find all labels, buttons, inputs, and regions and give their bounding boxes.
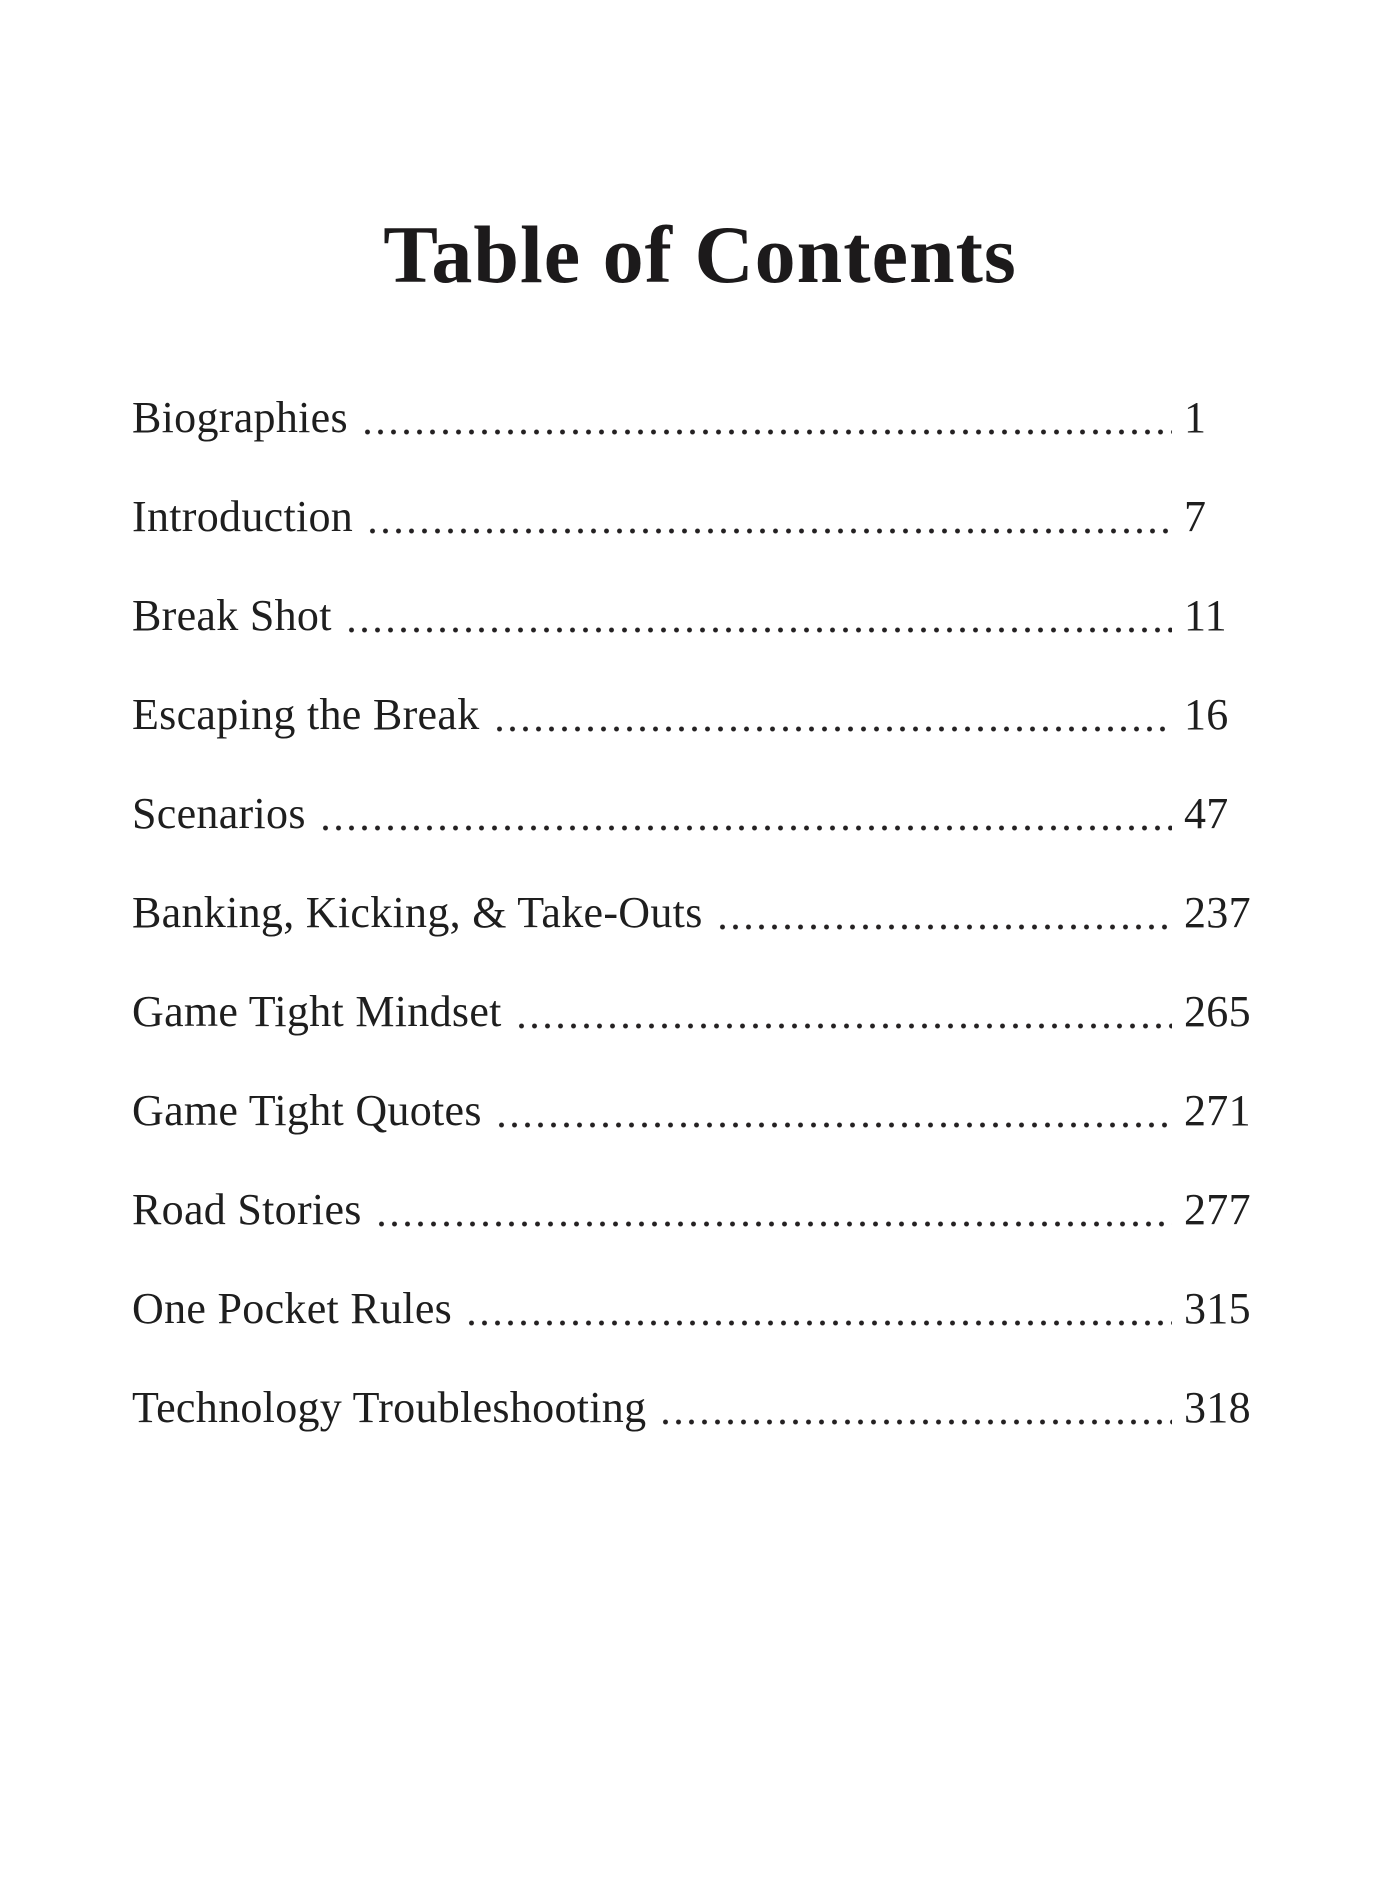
toc-entry-page-number: 7 bbox=[1184, 492, 1207, 541]
toc-entry bbox=[132, 1358, 1251, 1457]
toc-entry bbox=[132, 1259, 1251, 1358]
toc-list bbox=[132, 368, 1251, 1457]
toc-entry-label: Banking, Kicking, & Take-Outs bbox=[132, 888, 703, 937]
dot-leader bbox=[659, 1358, 1172, 1457]
dot-leader bbox=[366, 467, 1172, 566]
page-title: Table of Contents bbox=[383, 209, 1017, 300]
toc-entry bbox=[132, 566, 1227, 665]
toc-document-page bbox=[0, 208, 1400, 1892]
dot-leader bbox=[361, 368, 1172, 467]
toc-entry-page-number: 318 bbox=[1184, 1383, 1251, 1432]
toc-entry-page-number: 16 bbox=[1184, 690, 1229, 739]
toc-entry-label: Road Stories bbox=[132, 1185, 362, 1234]
toc-entry-page-number: 237 bbox=[1184, 888, 1251, 937]
toc-entry-label: One Pocket Rules bbox=[132, 1284, 453, 1333]
dot-leader bbox=[345, 566, 1172, 665]
toc-entry-label: Game Tight Mindset bbox=[132, 987, 502, 1036]
toc-entry-label: Biographies bbox=[132, 393, 348, 442]
toc-entry bbox=[132, 962, 1251, 1061]
toc-entry bbox=[132, 1160, 1251, 1259]
dot-leader bbox=[495, 1061, 1172, 1160]
toc-entry bbox=[132, 665, 1229, 764]
dot-leader bbox=[515, 962, 1172, 1061]
dot-leader bbox=[493, 665, 1173, 764]
toc-entry-page-number: 11 bbox=[1184, 591, 1227, 640]
toc-entry-page-number: 1 bbox=[1184, 393, 1207, 442]
toc-entry bbox=[132, 467, 1207, 566]
toc-entry-page-number: 47 bbox=[1184, 789, 1229, 838]
toc-entry bbox=[132, 764, 1229, 863]
toc-entry-label: Game Tight Quotes bbox=[132, 1086, 482, 1135]
toc-entry-label: Escaping the Break bbox=[132, 690, 480, 739]
toc-entry-page-number: 265 bbox=[1184, 987, 1251, 1036]
dot-leader bbox=[375, 1160, 1172, 1259]
toc-entry bbox=[132, 368, 1207, 467]
toc-entry-label: Introduction bbox=[132, 492, 354, 541]
toc-entry bbox=[132, 1061, 1251, 1160]
toc-entry bbox=[132, 863, 1251, 962]
dot-leader bbox=[319, 764, 1172, 863]
toc-entry-page-number: 277 bbox=[1184, 1185, 1251, 1234]
dot-leader bbox=[465, 1259, 1172, 1358]
toc-entry-label: Technology Troubleshooting bbox=[132, 1383, 647, 1432]
toc-entry-label: Scenarios bbox=[132, 789, 306, 838]
dot-leader bbox=[716, 863, 1172, 962]
toc-entry-page-number: 315 bbox=[1184, 1284, 1251, 1333]
toc-entry-page-number: 271 bbox=[1184, 1086, 1251, 1135]
toc-entry-label: Break Shot bbox=[132, 591, 332, 640]
